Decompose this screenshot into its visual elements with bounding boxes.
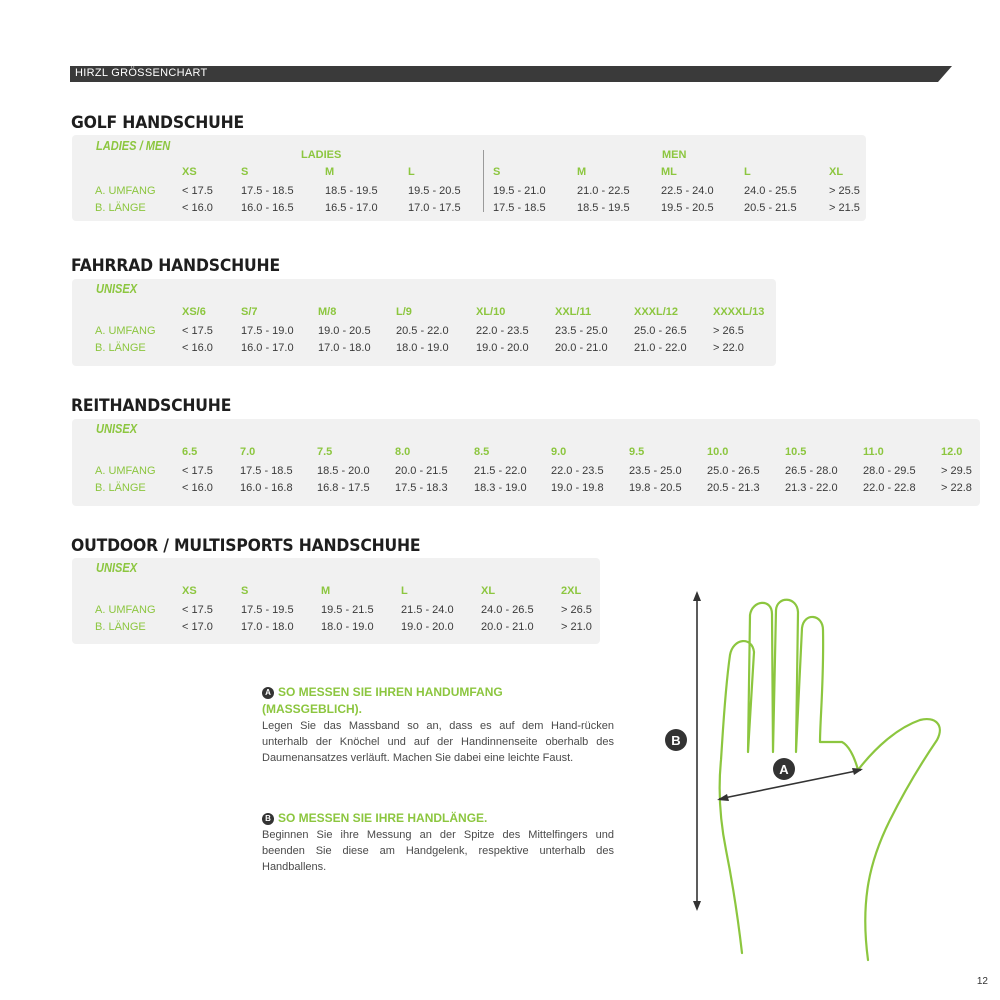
length-arrow-head-bottom (693, 901, 701, 911)
reit-umfang-cell: 26.5 - 28.0 (785, 465, 838, 477)
outdoor-laenge-cell: > 21.0 (561, 621, 592, 633)
golf-size-header: M (577, 166, 587, 178)
fahrrad-umfang-cell: 20.5 - 22.0 (396, 325, 449, 337)
outdoor-row-label-laenge: B. LÄNGE (95, 621, 146, 633)
reit-laenge-cell: 18.3 - 19.0 (474, 482, 527, 494)
fahrrad-size-header: L/9 (396, 306, 412, 318)
golf-umfang-cell: 19.5 - 21.0 (493, 185, 546, 197)
reit-size-header: 10.0 (707, 446, 729, 458)
reit-row-label-laenge: B. LÄNGE (95, 482, 146, 494)
outdoor-laenge-cell: 20.0 - 21.0 (481, 621, 534, 633)
reit-laenge-cell: < 16.0 (182, 482, 213, 494)
golf-umfang-cell: 19.5 - 20.5 (408, 185, 461, 197)
golf-size-header: S (241, 166, 249, 178)
outdoor-umfang-cell: < 17.5 (182, 604, 213, 616)
reit-laenge-cell: > 22.8 (941, 482, 972, 494)
fahrrad-laenge-cell: 18.0 - 19.0 (396, 342, 449, 354)
fahrrad-laenge-cell: < 16.0 (182, 342, 213, 354)
fahrrad-umfang-cell: > 26.5 (713, 325, 744, 337)
fahrrad-size-header: XS/6 (182, 306, 206, 318)
fahrrad-umfang-cell: < 17.5 (182, 325, 213, 337)
reit-size-header: 9.5 (629, 446, 645, 458)
fahrrad-laenge-cell: 20.0 - 21.0 (555, 342, 608, 354)
golf-laenge-cell: < 16.0 (182, 202, 213, 214)
fahrrad-laenge-cell: > 22.0 (713, 342, 744, 354)
golf-laenge-cell: 16.5 - 17.0 (325, 202, 378, 214)
golf-group-ladies: LADIES (301, 149, 342, 161)
outdoor-laenge-cell: < 17.0 (182, 621, 213, 633)
fahrrad-laenge-cell: 17.0 - 18.0 (318, 342, 371, 354)
outdoor-row-label-umfang: A. UMFANG (95, 604, 156, 616)
reit-umfang-cell: 20.0 - 21.5 (395, 465, 448, 477)
reit-umfang-cell: 22.0 - 23.5 (551, 465, 604, 477)
fahrrad-umfang-cell: 25.0 - 26.5 (634, 325, 687, 337)
instruction-a-heading (262, 684, 614, 718)
reit-umfang-cell: 23.5 - 25.0 (629, 465, 682, 477)
fahrrad-title: FAHRRAD HANDSCHUHE (71, 256, 280, 276)
circumference-arrow-head-right (852, 768, 863, 775)
golf-laenge-cell: 17.0 - 17.5 (408, 202, 461, 214)
fahrrad-size-header: XXXXL/13 (713, 306, 765, 318)
golf-laenge-cell: > 21.5 (829, 202, 860, 214)
golf-row-label-umfang: A. UMFANG (95, 185, 156, 197)
a-badge-icon: A (262, 687, 274, 699)
golf-size-header: XL (829, 166, 844, 178)
golf-size-header: ML (661, 166, 677, 178)
reit-laenge-cell: 22.0 - 22.8 (863, 482, 916, 494)
reit-umfang-cell: 28.0 - 29.5 (863, 465, 916, 477)
reit-size-header: 6.5 (182, 446, 198, 458)
reit-umfang-cell: 25.0 - 26.5 (707, 465, 760, 477)
b-badge-icon: B (262, 813, 274, 825)
hand-outline (720, 600, 940, 960)
instruction-b-title: SO MESSEN SIE IHRE HANDLÄNGE. (278, 811, 488, 825)
outdoor-laenge-cell: 17.0 - 18.0 (241, 621, 294, 633)
outdoor-umfang-cell: 24.0 - 26.5 (481, 604, 534, 616)
fahrrad-size-header: XXXL/12 (634, 306, 679, 318)
reit-size-header: 7.5 (317, 446, 333, 458)
outdoor-size-header: XS (182, 585, 197, 597)
outdoor-umfang-cell: 19.5 - 21.5 (321, 604, 374, 616)
outdoor-laenge-cell: 19.0 - 20.0 (401, 621, 454, 633)
fahrrad-umfang-cell: 23.5 - 25.0 (555, 325, 608, 337)
reit-laenge-cell: 19.8 - 20.5 (629, 482, 682, 494)
outdoor-umfang-cell: 21.5 - 24.0 (401, 604, 454, 616)
golf-umfang-cell: < 17.5 (182, 185, 213, 197)
reit-size-header: 11.0 (863, 446, 884, 458)
a-marker-label: A (779, 762, 789, 777)
instruction-b (262, 810, 614, 875)
fahrrad-laenge-cell: 21.0 - 22.0 (634, 342, 687, 354)
golf-size-header: L (408, 166, 415, 178)
length-arrow-head-top (693, 591, 701, 601)
golf-group-men: MEN (662, 149, 687, 161)
fahrrad-umfang-cell: 19.0 - 20.5 (318, 325, 371, 337)
outdoor-laenge-cell: 18.0 - 19.0 (321, 621, 374, 633)
fahrrad-size-header: M/8 (318, 306, 337, 318)
golf-umfang-cell: 17.5 - 18.5 (241, 185, 294, 197)
outdoor-title: OUTDOOR / MULTISPORTS HANDSCHUHE (71, 536, 421, 556)
golf-size-header: L (744, 166, 751, 178)
fahrrad-size-header: S/7 (241, 306, 258, 318)
golf-umfang-cell: > 25.5 (829, 185, 860, 197)
hand-measurement-diagram (655, 585, 985, 965)
golf-laenge-cell: 17.5 - 18.5 (493, 202, 546, 214)
reit-umfang-cell: 18.5 - 20.0 (317, 465, 370, 477)
golf-umfang-cell: 18.5 - 19.5 (325, 185, 378, 197)
outdoor-size-header: XL (481, 585, 496, 597)
golf-size-header: S (493, 166, 501, 178)
reit-laenge-cell: 19.0 - 19.8 (551, 482, 604, 494)
reit-umfang-cell: > 29.5 (941, 465, 972, 477)
reit-subtitle: UNISEX (96, 421, 138, 436)
reit-size-header: 9.0 (551, 446, 567, 458)
instruction-a-title-line1: SO MESSEN SIE IHREN HANDUMFANG (278, 685, 503, 699)
reit-title: REITHANDSCHUHE (71, 396, 232, 416)
golf-subtitle: LADIES / MEN (96, 138, 171, 153)
instruction-a-title-line2: (MASSGEBLICH). (262, 702, 362, 716)
golf-divider (483, 150, 484, 212)
fahrrad-umfang-cell: 22.0 - 23.5 (476, 325, 529, 337)
reit-size-header: 7.0 (240, 446, 256, 458)
outdoor-size-header: M (321, 585, 331, 597)
reit-umfang-cell: 21.5 - 22.0 (474, 465, 527, 477)
fahrrad-size-header: XL/10 (476, 306, 506, 318)
outdoor-size-header: L (401, 585, 408, 597)
reit-size-header: 10.5 (785, 446, 807, 458)
b-marker-label: B (671, 733, 681, 748)
golf-row-label-laenge: B. LÄNGE (95, 202, 146, 214)
reit-laenge-cell: 16.8 - 17.5 (317, 482, 370, 494)
outdoor-subtitle: UNISEX (96, 560, 138, 575)
golf-umfang-cell: 22.5 - 24.0 (661, 185, 714, 197)
reit-laenge-cell: 17.5 - 18.3 (395, 482, 448, 494)
reit-umfang-cell: < 17.5 (182, 465, 213, 477)
golf-umfang-cell: 21.0 - 22.5 (577, 185, 630, 197)
fahrrad-subtitle: UNISEX (96, 281, 138, 296)
instruction-b-text: Beginnen Sie ihre Messung an der Spitze des Mittelfingers und beenden Sie diese am Handgelenk, respektive unterhalb des Handballens. (262, 829, 614, 873)
golf-title: GOLF HANDSCHUHE (71, 113, 245, 133)
reit-size-header: 8.0 (395, 446, 411, 458)
golf-size-header: XS (182, 166, 197, 178)
golf-laenge-cell: 18.5 - 19.5 (577, 202, 630, 214)
fahrrad-laenge-cell: 19.0 - 20.0 (476, 342, 529, 354)
golf-laenge-cell: 20.5 - 21.5 (744, 202, 797, 214)
fahrrad-size-header: XXL/11 (555, 306, 592, 318)
instruction-b-heading (262, 810, 614, 827)
reit-size-header: 8.5 (474, 446, 490, 458)
outdoor-umfang-cell: 17.5 - 19.5 (241, 604, 294, 616)
page-number: 12 (976, 976, 988, 987)
header-label: HIRZL GRÖSSENCHART (75, 67, 208, 79)
reit-laenge-cell: 16.0 - 16.8 (240, 482, 293, 494)
fahrrad-laenge-cell: 16.0 - 17.0 (241, 342, 294, 354)
instruction-a-text: Legen Sie das Massband so an, dass es auf dem Hand-rücken unterhalb der Knöchel und auf der Handinnenseite oberhalb des Daumenansatzes verläuft. Machen Sie dabei eine leichte Faust. (262, 720, 614, 764)
reit-laenge-cell: 21.3 - 22.0 (785, 482, 838, 494)
reit-size-header: 12.0 (941, 446, 963, 458)
fahrrad-umfang-cell: 17.5 - 19.0 (241, 325, 294, 337)
fahrrad-row-label-laenge: B. LÄNGE (95, 342, 146, 354)
outdoor-umfang-cell: > 26.5 (561, 604, 592, 616)
fahrrad-row-label-umfang: A. UMFANG (95, 325, 156, 337)
reit-laenge-cell: 20.5 - 21.3 (707, 482, 760, 494)
reit-umfang-cell: 17.5 - 18.5 (240, 465, 293, 477)
reit-row-label-umfang: A. UMFANG (95, 465, 156, 477)
golf-laenge-cell: 16.0 - 16.5 (241, 202, 294, 214)
outdoor-size-header: 2XL (561, 585, 582, 597)
outdoor-size-header: S (241, 585, 249, 597)
golf-laenge-cell: 19.5 - 20.5 (661, 202, 714, 214)
golf-size-header: M (325, 166, 335, 178)
golf-umfang-cell: 24.0 - 25.5 (744, 185, 797, 197)
header-bar (70, 66, 950, 82)
instruction-a (262, 684, 614, 766)
